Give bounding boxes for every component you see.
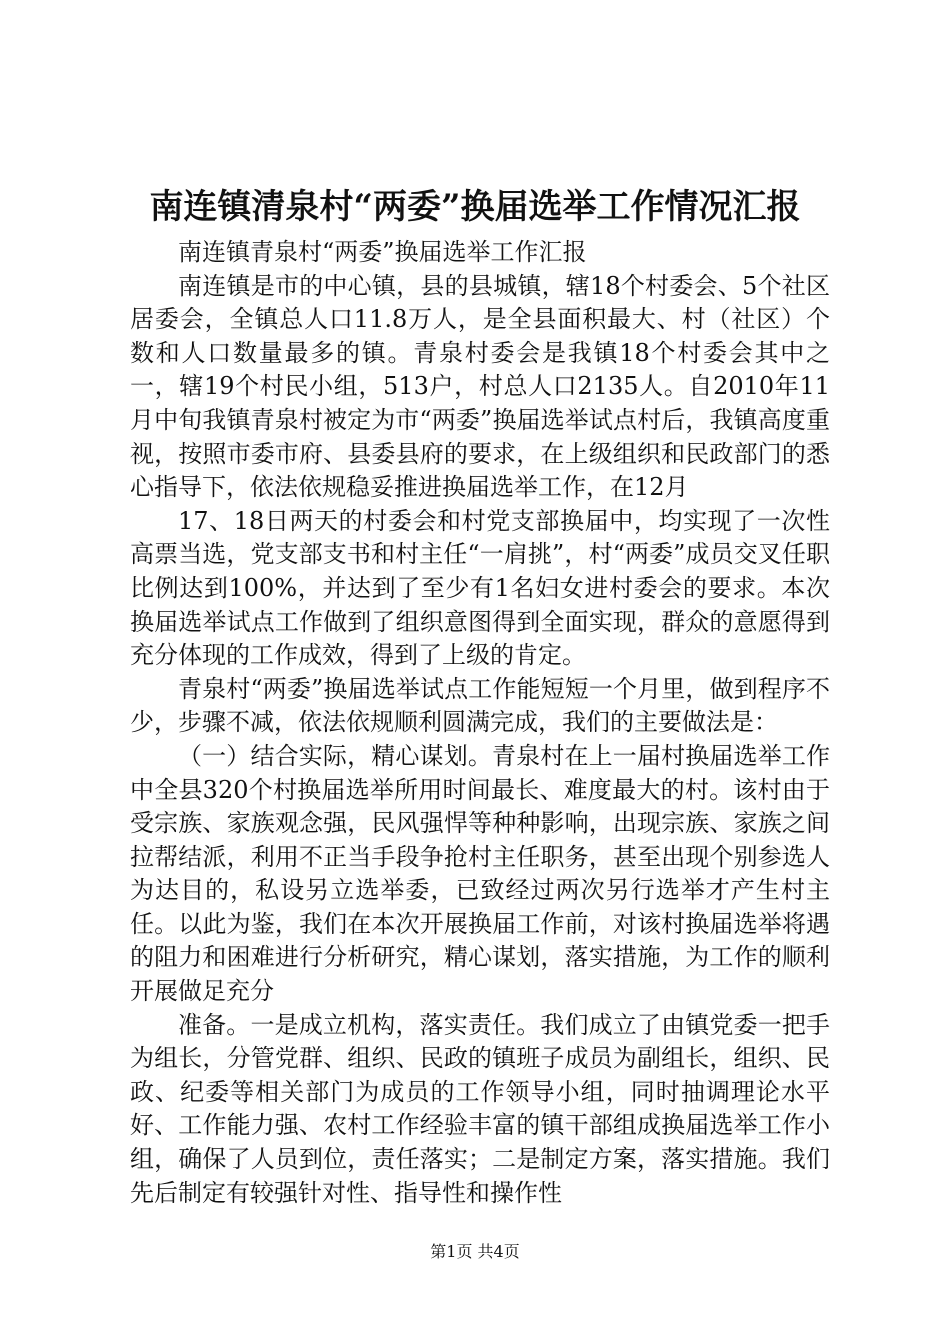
document-body: [130, 236, 830, 1210]
page-footer: 第1页 共4页: [430, 1242, 520, 1261]
paragraph-intro: 南连镇是市的中心镇，县的县城镇，辖18个村委会、5个社区居委会，全镇总人口11.8万人，是全县面积最大、村（社区）个数和人口数量最多的镇。青泉村委会是我镇18个村委会其中之一，辖19个村民小组，513户，村总人口2135人。自2010年11月中旬我镇青泉村被定为市“两委”换届选举试点村后，我镇高度重视，按照市委市府、县委县府的要求，在上级组织和民政部门的悉心指导下，依法依规稳妥推进换届选举工作，在12月: [130, 271, 830, 502]
paragraph-election-results: 17、18日两天的村委会和村党支部换届中，均实现了一次性高票当选，党支部支书和村主任“一肩挑”，村“两委”成员交叉任职比例达到100%，并达到了至少有1名妇女进村委会的要求。本次换届选举试点工作做到了组织意图得到全面实现，群众的意愿得到充分体现的工作成效，得到了上级的肯定。: [130, 506, 830, 670]
paragraph-methods-intro: 青泉村“两委”换届选举试点工作能短短一个月里，做到程序不少，步骤不减，依法依规顺利圆满完成，我们的主要做法是：: [130, 674, 830, 737]
paragraph-preparation: 准备。一是成立机构，落实责任。我们成立了由镇党委一把手为组长，分管党群、组织、民政的镇班子成员为副组长，组织、民政、纪委等相关部门为成员的工作领导小组，同时抽调理论水平好、工作能力强、农村工作经验丰富的镇干部组成换届选举工作小组，确保了人员到位，责任落实；二是制定方案，落实措施。我们先后制定有较强针对性、指导性和操作性: [130, 1010, 830, 1207]
paragraph-subtitle: 南连镇青泉村“两委”换届选举工作汇报: [178, 238, 587, 266]
paragraph-section-one: （一）结合实际，精心谋划。青泉村在上一届村换届选举工作中全县320个村换届选举所用时间最长、难度最大的村。该村由于受宗族、家族观念强，民风强悍等种种影响，出现宗族、家族之间拉帮结派，利用不正当手段争抢村主任职务，甚至出现个别参选人为达目的，私设另立选举委，已致经过两次另行选举才产生村主任。以此为鉴，我们在本次开展换届工作前，对该村换届选举将遇的阻力和困难进行分析研究，精心谋划，落实措施，为工作的顺利开展做足充分: [130, 741, 830, 1006]
document-title: 南连镇清泉村“两委”换届选举工作情况汇报: [149, 187, 801, 227]
